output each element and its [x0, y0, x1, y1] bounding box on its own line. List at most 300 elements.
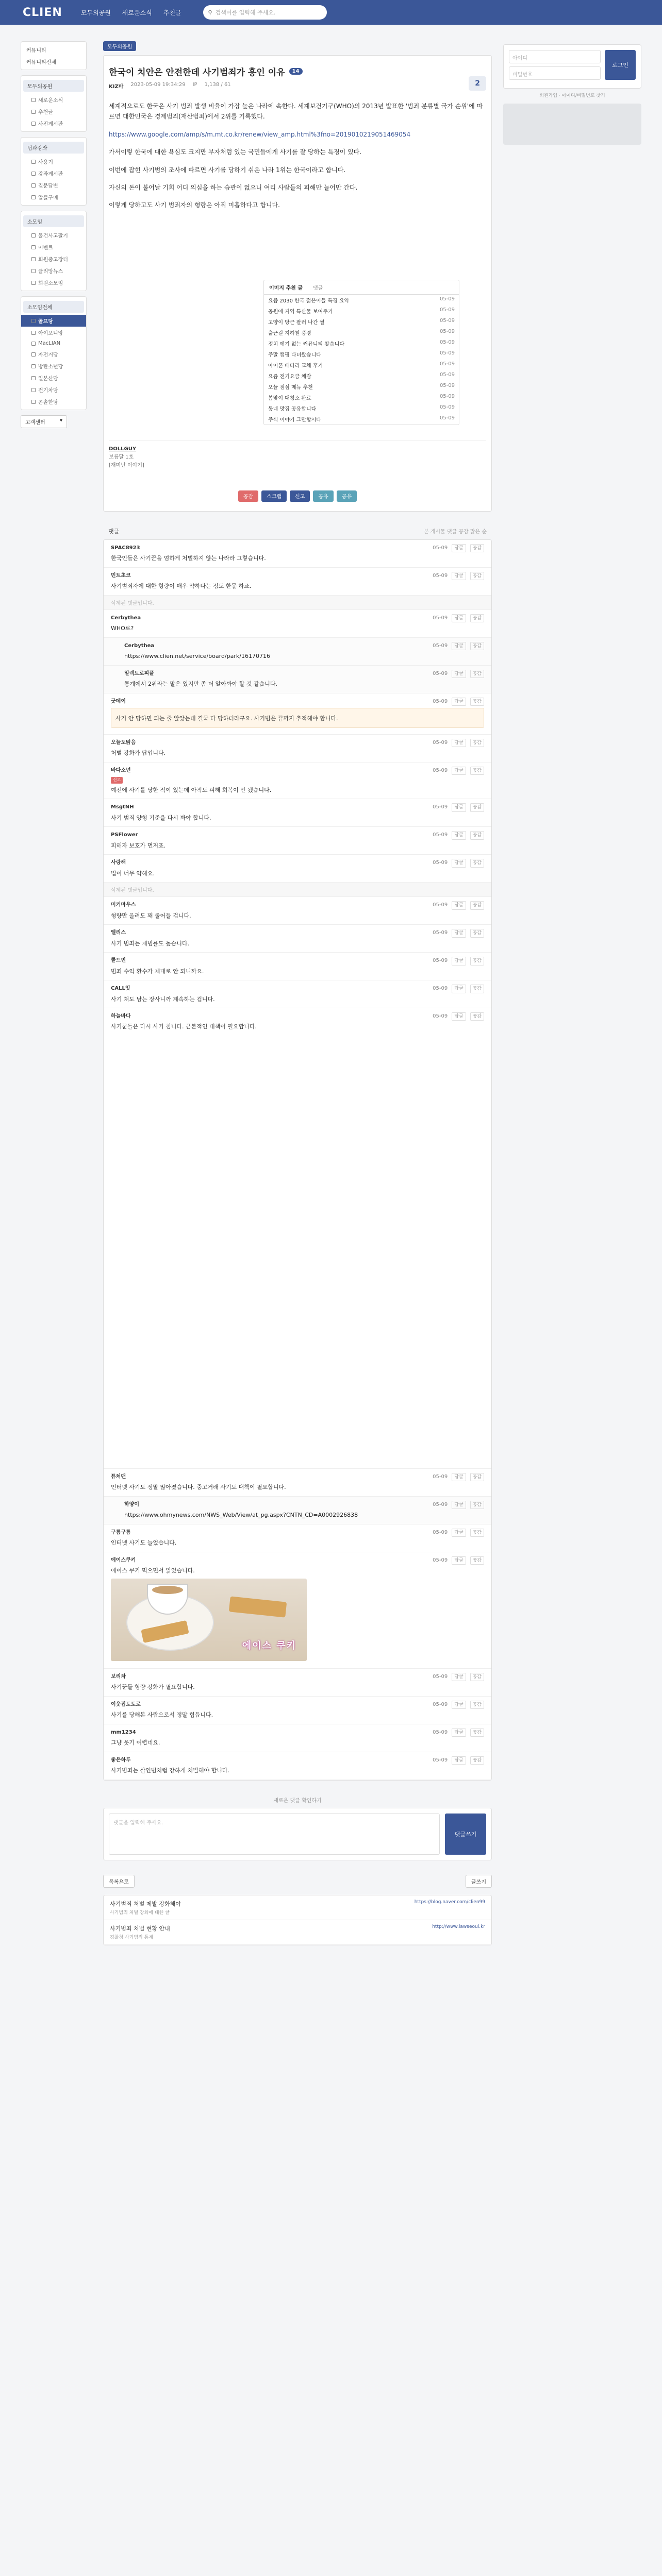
widget-row[interactable]	[264, 327, 459, 338]
cookie-image-label: 에이스 쿠키	[242, 1640, 296, 1652]
comment-author[interactable]: 좋은하루	[111, 1757, 131, 1764]
comment-form	[103, 1808, 492, 1860]
comment-body: 그냥 웃기 어렵네요.	[111, 1739, 160, 1747]
comment-head	[124, 642, 484, 650]
topmenu-park[interactable]: 모두의공원	[80, 9, 111, 16]
post-author[interactable]: KIZ바	[109, 84, 124, 90]
sidebar-item[interactable]: 콘솔한당	[21, 396, 86, 408]
list-button[interactable]: 목록으로	[103, 1875, 135, 1888]
comment-author[interactable]: 하양이	[124, 1502, 139, 1508]
sidebar-group-head[interactable]: 모두의공원	[23, 80, 84, 92]
comment-author[interactable]: 에이스쿠키	[111, 1557, 136, 1564]
like-button[interactable]: 공감	[470, 831, 484, 839]
widget-row[interactable]	[264, 392, 459, 403]
search-input[interactable]	[203, 5, 327, 20]
comment	[104, 980, 491, 1008]
sidebar-item[interactable]: 아이포니앙	[21, 327, 86, 338]
sidebar-item[interactable]: 회원중고장터	[21, 253, 86, 265]
comment-spacer	[111, 1031, 484, 1464]
comment-date: 05-09	[433, 767, 448, 773]
post-paragraph: 세계적으로도 한국은 사기 범죄 발생 비율이 가장 높은 나라에 속한다. 세계보건기구(WHO)의 2013년 발표한 '범죄 분류별 국가 순위'에 따르면 대한민국은 경제범죄(재산범죄)에서 2위를 기록했다.	[109, 103, 483, 121]
cookie-image	[111, 1579, 307, 1661]
sidebar-item[interactable]: MacLIAN	[21, 338, 86, 348]
sidebar-top-box	[21, 41, 87, 70]
widget-row-title: 봄맞이 대청소 완료	[268, 395, 311, 401]
widget-row-date: 05-09	[439, 415, 455, 421]
comment	[104, 638, 491, 666]
like-button[interactable]: 공감	[470, 642, 484, 650]
sidebar-group-head[interactable]: 팁과강좌	[23, 142, 84, 154]
checkbox-icon	[31, 245, 36, 249]
reply-button[interactable]: 답글	[452, 698, 466, 706]
sidebar-select-label: 고객센터	[25, 420, 45, 426]
post-paragraph: 이렇게 당하고도 사기 범죄자의 형량은 아직 미흡하다고 합니다.	[109, 201, 280, 209]
comment	[104, 1697, 491, 1724]
comment-controls	[433, 614, 484, 622]
comment-author[interactable]: 구름구름	[111, 1530, 131, 1536]
comment-author[interactable]: Cerbythea	[124, 642, 155, 649]
reply-button[interactable]: 답글	[452, 1473, 466, 1481]
reply-button[interactable]: 답글	[452, 1529, 466, 1537]
report-button[interactable]: 신고	[290, 490, 310, 502]
sidebar-item[interactable]: 새로운소식	[21, 94, 86, 106]
sidebar-item[interactable]: 질문답변	[21, 179, 86, 191]
sidebar-group-head[interactable]: 소모임전체	[23, 301, 84, 313]
widget-row[interactable]	[264, 381, 459, 392]
login-id-field[interactable]: 아이디	[509, 50, 601, 63]
reply-button[interactable]: 답글	[452, 739, 466, 747]
comment-head	[111, 1529, 484, 1537]
post-title-text: 한국이 치안은 안전한데 사기범죄가 흥인 이유	[109, 67, 285, 78]
comment-head	[111, 1673, 484, 1681]
share-button[interactable]: 공유	[313, 490, 333, 502]
checkbox-icon	[31, 122, 36, 126]
list-item[interactable]	[104, 1895, 491, 1920]
checkbox-icon	[31, 364, 36, 368]
comment-controls	[433, 831, 484, 839]
like-button[interactable]: 공감	[470, 803, 484, 811]
login-pw-field[interactable]: 비밀번호	[509, 66, 601, 80]
checkbox-icon	[31, 183, 36, 188]
like-button[interactable]: 공감	[470, 767, 484, 775]
like-button[interactable]: 공감	[470, 698, 484, 706]
comment-body: 한국인들은 사기꾼을 엄하게 처벌하지 않는 나라라 그렇습니다.	[111, 555, 266, 562]
comment-author[interactable]: 바다소년	[111, 767, 131, 773]
reply-button[interactable]: 답글	[452, 572, 466, 580]
checkbox-icon	[31, 110, 36, 114]
reply-button[interactable]: 답글	[452, 929, 466, 937]
checkbox-icon	[31, 281, 36, 285]
related-url[interactable]: http://www.lawseoul.kr	[432, 1924, 485, 1929]
comment	[104, 855, 491, 883]
comment-author[interactable]: 콜드빈	[111, 958, 126, 964]
comment-controls	[433, 985, 484, 993]
comment-body: 인터넷 사기도 늘었습니다.	[111, 1539, 177, 1547]
widget-row-date: 05-09	[439, 317, 455, 324]
comment-controls	[433, 1701, 484, 1709]
like-button[interactable]: 공감	[470, 739, 484, 747]
checkbox-icon	[31, 352, 36, 357]
comment-controls	[433, 572, 484, 580]
comment-head	[111, 1473, 484, 1481]
login-button[interactable]: 로그인	[605, 50, 636, 80]
vote-count: 2	[469, 76, 486, 91]
comment-head	[111, 1756, 484, 1765]
reply-button[interactable]: 답글	[452, 544, 466, 552]
sidebar-item[interactable]: 사진게시판	[21, 117, 86, 129]
sidebar-item[interactable]: 골프당	[21, 315, 86, 327]
scrap-button[interactable]: 스크랩	[261, 490, 287, 502]
widget-row[interactable]	[264, 316, 459, 327]
comment-head	[111, 803, 484, 811]
comment	[104, 897, 491, 925]
widget-row-title: 동네 맛집 공유합니다	[268, 406, 317, 412]
comment-head	[111, 739, 484, 747]
comments-sort[interactable]: 본 게시물 댓글 공감 많은 순	[423, 529, 487, 535]
sidebar-item[interactable]: 방탄소년당	[21, 360, 86, 372]
comment-body: 통계에서 2위라는 말은 있지만 좀 더 알아봐야 할 것 같습니다.	[124, 681, 277, 688]
tab-image-recommend[interactable]: 이미지 추천 글	[269, 285, 303, 291]
widget-row-title: 오늘 점심 메뉴 추천	[268, 384, 313, 391]
like-button[interactable]: 공감	[470, 1529, 484, 1537]
like-button[interactable]: 공감	[470, 614, 484, 622]
comments-title: 댓글	[108, 528, 120, 535]
comment-controls	[433, 767, 484, 775]
chevron-down-icon: ▾	[59, 418, 62, 423]
sidebar-item[interactable]: 이벤트	[21, 241, 86, 253]
comment-controls	[433, 1728, 484, 1737]
comment-author[interactable]: 굿데이	[111, 698, 126, 704]
signature	[109, 440, 486, 470]
post-body	[109, 101, 486, 211]
comment-body: 사기꾼들은 다시 사기 칩니다. 근본적인 대책이 필요합니다.	[111, 1023, 257, 1030]
comment-date: 05-09	[433, 615, 448, 621]
comment-author[interactable]: 미키마우스	[111, 902, 136, 908]
ad-banner[interactable]	[503, 104, 641, 145]
comment-author[interactable]: 일렉트로피플	[124, 670, 154, 676]
comment-date: 05-09	[433, 804, 448, 810]
checkbox-icon	[31, 233, 36, 238]
widget-row[interactable]	[264, 306, 459, 316]
sidebar-item[interactable]: 일본산당	[21, 372, 86, 384]
comment-author[interactable]: PSFlower	[111, 832, 138, 838]
sidebar-item[interactable]: 클리앙뉴스	[21, 265, 86, 277]
comment-controls	[433, 901, 484, 909]
sidebar-item[interactable]: 물건사고팔기	[21, 229, 86, 241]
comment-date: 05-09	[433, 1702, 448, 1707]
comment	[104, 925, 491, 953]
comment-controls	[433, 698, 484, 706]
post-ip: IP	[192, 82, 197, 88]
comment-controls	[433, 1012, 484, 1021]
reply-button[interactable]: 답글	[452, 1673, 466, 1681]
comment	[104, 799, 491, 827]
sidebar-group	[21, 137, 87, 206]
reply-button[interactable]: 답글	[452, 767, 466, 775]
comment-head	[111, 1728, 484, 1737]
comment-body: https://www.clien.net/service/board/park/16170716	[124, 653, 270, 660]
sidebar-group-head[interactable]: 소모임	[23, 215, 84, 227]
checkbox-icon	[31, 331, 36, 335]
comment	[104, 1524, 491, 1552]
comment-body: https://www.ohmynews.com/NWS_Web/View/at_pg.aspx?CNTN_CD=A0002926838	[124, 1512, 358, 1519]
comment-author[interactable]: 민트초코	[111, 572, 131, 579]
comment-author[interactable]: CALL잇	[111, 986, 130, 992]
main-content	[103, 41, 492, 1945]
reply-button[interactable]: 답글	[452, 985, 466, 993]
comment-author[interactable]: 퓨처맨	[111, 1474, 126, 1480]
widget-row[interactable]	[264, 349, 459, 360]
sidebar-group	[21, 296, 87, 410]
like-button[interactable]: 공감	[470, 1756, 484, 1765]
like-button[interactable]: 공감	[470, 1473, 484, 1481]
related-url[interactable]: https://blog.naver.com/clien99	[414, 1899, 485, 1905]
reply-button[interactable]: 답글	[452, 1501, 466, 1509]
comment-author[interactable]: 오늘도맑음	[111, 739, 136, 745]
comment-head	[111, 544, 484, 552]
c2-shape	[229, 1596, 287, 1617]
comment-date: 05-09	[433, 1502, 448, 1508]
comment-submit-button[interactable]: 댓글쓰기	[445, 1814, 486, 1855]
reply-button[interactable]: 답글	[452, 1556, 466, 1565]
list-item[interactable]	[104, 1920, 491, 1945]
bottom-bar	[103, 1875, 492, 1888]
comment-count-badge: 14	[289, 68, 303, 75]
post-date: 2023-05-09 19:34:29	[130, 82, 186, 88]
comment-body: 사기 쳐도 남는 장사니까 계속하는 겁니다.	[111, 995, 215, 1003]
comment-badge: 신고	[111, 777, 123, 784]
signature-line: 보름달 1호	[109, 454, 134, 460]
checkbox-icon	[31, 195, 36, 199]
sidebar	[21, 41, 87, 428]
like-button[interactable]: 공감	[470, 929, 484, 937]
related-list	[103, 1895, 492, 1945]
widget-row-date: 05-09	[439, 296, 455, 302]
comment	[104, 1669, 491, 1697]
comment-date: 05-09	[433, 739, 448, 745]
sidebar-item[interactable]: 회원소모임	[21, 277, 86, 289]
reply-button[interactable]: 답글	[452, 1756, 466, 1765]
comment-author[interactable]: 보리차	[111, 1674, 126, 1680]
comment-author[interactable]: mm1234	[111, 1730, 136, 1736]
comment-head	[111, 929, 484, 937]
sidebar-item[interactable]: 추천글	[21, 106, 86, 117]
comment-date: 05-09	[433, 698, 448, 704]
comment-controls	[433, 739, 484, 747]
sidebar-item[interactable]: 전기차당	[21, 384, 86, 396]
sidebar-item[interactable]: 커뮤니티전체	[26, 60, 56, 65]
related-title: 사기범죄 처벌 제발 강화해야	[110, 1900, 181, 1907]
comment-body: 사기범죄는 살인범처럼 강하게 처벌해야 합니다.	[111, 1767, 230, 1774]
recommend-widget	[263, 280, 459, 425]
share-button-2[interactable]: 공유	[337, 490, 357, 502]
widget-row[interactable]	[264, 360, 459, 370]
comment-date: 05-09	[433, 1530, 448, 1536]
like-button[interactable]: 공감	[470, 544, 484, 552]
comment-head	[111, 698, 484, 706]
related-sub: 경찰청 사기범죄 통계	[110, 1935, 153, 1940]
reply-button[interactable]: 답글	[452, 1701, 466, 1709]
post-paragraph: 가서이렇 한국에 대한 욕심도 크지만 부자처럼 있는 국민들에게 사기를 잘 당하는 특징이 있다.	[109, 148, 362, 156]
comment-date: 05-09	[433, 1013, 448, 1020]
comment-body: 형량만 올려도 꽤 줄어들 겁니다.	[111, 912, 191, 919]
comment-head	[124, 1501, 484, 1509]
comment	[104, 1552, 491, 1669]
comment-date: 05-09	[433, 902, 448, 908]
comment-date: 05-09	[433, 1757, 448, 1763]
like-button[interactable]: 공감	[470, 1012, 484, 1021]
like-button[interactable]: 공감	[470, 1673, 484, 1681]
comment-body: 사기 범죄 양형 기준을 다시 봐야 합니다.	[111, 814, 211, 821]
checkbox-icon	[31, 319, 36, 323]
post-spacer	[109, 218, 486, 280]
comment-controls	[433, 544, 484, 552]
checkbox-icon	[31, 269, 36, 273]
comment-author[interactable]: 이웃집토토로	[111, 1702, 141, 1708]
widget-row[interactable]	[264, 370, 459, 381]
comment-author[interactable]: 하늘바다	[111, 1013, 131, 1020]
comment-date: 05-09	[433, 1674, 448, 1680]
comment-controls	[433, 859, 484, 867]
post-paragraph: 이번에 잡힌 사기범의 조사에 따르면 사기를 당하기 쉬운 나라 1위는 한국이라고 합니다.	[109, 166, 346, 174]
widget-row[interactable]	[264, 295, 459, 306]
post-title	[109, 65, 486, 78]
checkbox-icon	[31, 98, 36, 102]
comment-date: 05-09	[433, 1474, 448, 1480]
widget-row-title: 고양이 당근 팔러 나간 썰	[268, 319, 325, 326]
like-button[interactable]: 공감	[470, 859, 484, 867]
widget-row-date: 05-09	[439, 361, 455, 367]
reply-button[interactable]: 답글	[452, 803, 466, 811]
search-placeholder: 검색어를 입력해 주세요.	[215, 9, 276, 16]
like-button[interactable]: 공감	[470, 670, 484, 678]
reply-button[interactable]: 답글	[452, 1012, 466, 1021]
comment	[104, 762, 491, 800]
comment-body: 사기 안 당하면 되는 줄 알았는데 결국 다 당하더라구요. 사기범은 끝까지 추적해야 합니다.	[115, 715, 338, 722]
comment-body: 사기범죄자에 대한 형량이 매우 약하다는 점도 한몫 하죠.	[111, 583, 252, 590]
board-tag[interactable]: 모두의공원	[103, 41, 136, 51]
comment-body: 법이 너무 약해요.	[111, 870, 155, 877]
comment-date: 05-09	[433, 958, 448, 964]
widget-row-date: 05-09	[439, 404, 455, 410]
widget-row-title: 주식 이야기 그만합시다	[268, 417, 321, 423]
reply-button[interactable]: 답글	[452, 614, 466, 622]
comment-textarea[interactable]: 댓글을 입력해 주세요.	[109, 1814, 440, 1855]
comment-head	[111, 859, 484, 867]
comment-date: 05-09	[433, 545, 448, 551]
reply-button[interactable]: 답글	[452, 642, 466, 650]
comment-body: 사기꾼들 형량 강화가 필요합니다.	[111, 1684, 195, 1691]
post-paragraph: 자신의 돈이 불어날 기회 어디 의심을 하는 습관이 없으니 여리 사람들의 피해만 늘어만 간다.	[109, 183, 358, 191]
sidebar-item[interactable]: 커뮤니티	[26, 48, 46, 54]
like-button[interactable]: 공감	[470, 572, 484, 580]
reply-button[interactable]: 답글	[452, 957, 466, 965]
checkbox-icon	[31, 172, 36, 176]
topmenu-news[interactable]: 새로운소식	[122, 9, 152, 16]
comment-controls	[433, 957, 484, 965]
sidebar-item[interactable]: 사용기	[21, 156, 86, 167]
related-sub: 사기범죄 처벌 강화에 대한 글	[110, 1910, 170, 1916]
sidebar-item[interactable]: 자전거당	[21, 348, 86, 360]
reply-button[interactable]: 답글	[452, 859, 466, 867]
like-button[interactable]: 공감	[470, 1728, 484, 1737]
comment-head	[111, 1012, 484, 1021]
reply-button[interactable]: 답글	[452, 670, 466, 678]
like-button[interactable]: 공감	[470, 1556, 484, 1565]
comment-author[interactable]: MsgtNH	[111, 804, 134, 810]
comment-body: 범죄 수익 환수가 제대로 안 되니까요.	[111, 968, 204, 975]
comment-author[interactable]: Cerbythea	[111, 615, 141, 621]
reply-button[interactable]: 답글	[452, 1728, 466, 1737]
comment-head	[111, 1556, 484, 1565]
site-logo[interactable]: CLIEN	[23, 6, 62, 19]
comment-head	[111, 572, 484, 580]
new-comment-check[interactable]: 새로운 댓글 확인하기	[273, 1798, 322, 1804]
comment-head	[111, 1701, 484, 1709]
reply-button[interactable]: 답글	[452, 831, 466, 839]
comment	[104, 568, 491, 596]
checkbox-icon	[31, 376, 36, 380]
post-meta	[109, 82, 486, 90]
login-links[interactable]: 회원가입 · 아이디/비밀번호 찾기	[539, 93, 605, 98]
sidebar-item[interactable]: 알뜰구매	[21, 191, 86, 203]
like-button[interactable]: 공감	[470, 985, 484, 993]
like-button[interactable]: 공감	[470, 957, 484, 965]
comment-controls	[433, 642, 484, 650]
comment-controls	[433, 1529, 484, 1537]
search-icon: ⚲	[208, 9, 212, 16]
checkbox-icon	[31, 160, 36, 164]
widget-row[interactable]	[264, 338, 459, 349]
comment-author[interactable]: 사랑해	[111, 860, 126, 866]
like-button[interactable]: 공감	[470, 1501, 484, 1509]
comment	[104, 827, 491, 855]
related-title: 사기범죄 처벌 현황 안내	[110, 1925, 170, 1932]
comment-body: 피해자 보호가 먼저죠.	[111, 842, 166, 849]
comment-author[interactable]: 엘리스	[111, 930, 126, 936]
tab-comments[interactable]: 댓글	[312, 285, 323, 291]
comment	[104, 735, 491, 762]
comment-date: 05-09	[433, 832, 448, 838]
post-actions	[109, 490, 486, 502]
write-button[interactable]: 글쓰기	[466, 1875, 492, 1888]
comment	[104, 1469, 491, 1497]
topmenu-recommend[interactable]: 추천글	[163, 9, 181, 16]
post-link[interactable]: https://www.google.com/amp/s/m.mt.co.kr/renew/view_amp.html%3fno=2019010219051469054	[109, 130, 411, 138]
widget-row[interactable]	[264, 403, 459, 414]
signature-name[interactable]: DOLLGUY	[109, 446, 137, 452]
like-button[interactable]: 공감	[470, 1701, 484, 1709]
post-views: 1,138 / 61	[204, 82, 231, 88]
post	[103, 55, 492, 512]
sidebar-select[interactable]	[21, 415, 67, 428]
widget-row[interactable]	[264, 414, 459, 425]
like-button[interactable]: 공감	[470, 901, 484, 909]
comment-body: 사기를 당해본 사람으로서 정말 힘듭니다.	[111, 1711, 213, 1719]
comment-date: 05-09	[433, 1729, 448, 1735]
comment	[104, 693, 491, 735]
comment-date: 05-09	[433, 670, 448, 676]
widget-row-date: 05-09	[439, 307, 455, 313]
like-button[interactable]: 공감	[238, 490, 258, 502]
reply-button[interactable]: 답글	[452, 901, 466, 909]
comment	[104, 540, 491, 568]
sidebar-item[interactable]: 강좌게시판	[21, 167, 86, 179]
comment-author[interactable]: SPAC8923	[111, 545, 140, 551]
comment-body: 예전에 사기를 당한 적이 있는데 아직도 피해 회복이 안 됐습니다.	[111, 786, 272, 793]
widget-row-date: 05-09	[439, 339, 455, 345]
checkbox-icon	[31, 400, 36, 404]
